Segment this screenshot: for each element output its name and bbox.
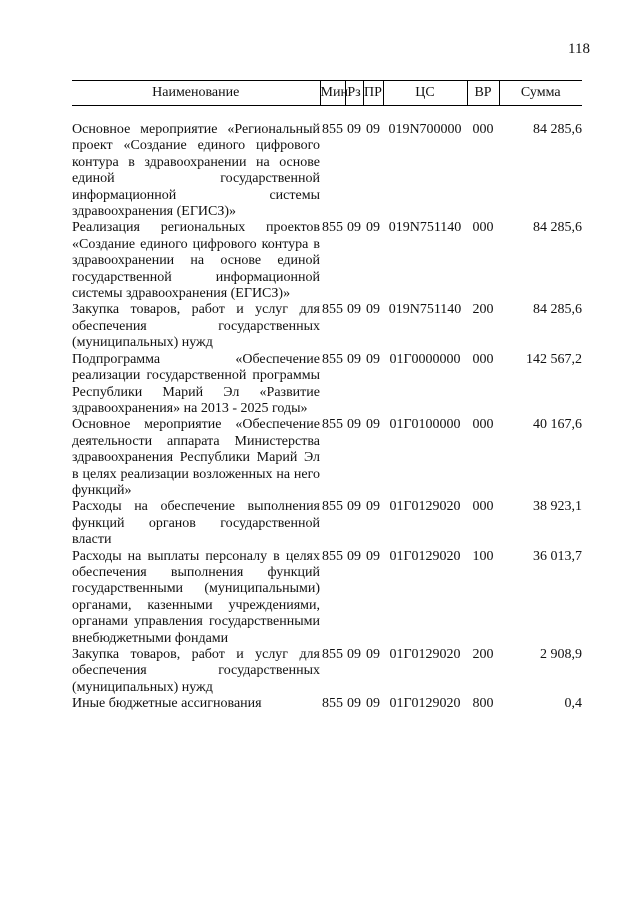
row-min: 855: [322, 647, 343, 662]
row-name: Закупка товаров, работ и услуг для обеспечения государственных (муниципальных) нужд: [72, 647, 320, 695]
page-number: 118: [568, 41, 590, 57]
row-rz: 09: [347, 417, 361, 433]
table-row: [72, 417, 582, 499]
row-cs: 01Г0129020: [389, 647, 461, 662]
row-sum: 0,4: [564, 696, 582, 712]
row-sum: 84 285,6: [533, 220, 582, 236]
row-pr: 09: [366, 122, 380, 137]
row-min: 855: [322, 122, 343, 137]
row-cs: 01Г0129020: [389, 499, 461, 515]
row-vr: 000: [472, 351, 494, 367]
row-vr: 000: [472, 122, 494, 137]
row-min: 855: [322, 548, 343, 564]
row-name: Закупка товаров, работ и услуг для обеспечения государственных (муниципальных) нужд: [72, 302, 320, 351]
row-rz: 09: [347, 548, 361, 564]
row-name: Расходы на обеспечение выполнения функций органов государственной власти: [72, 499, 320, 548]
table-header-row: [72, 81, 582, 106]
row-min: 855: [322, 220, 343, 236]
row-pr: 09: [366, 220, 380, 236]
row-pr: 09: [366, 548, 380, 564]
row-cs: 01Г0100000: [389, 417, 461, 433]
row-pr: 09: [366, 302, 380, 318]
header-name: Наименование: [72, 81, 320, 106]
row-pr: 09: [366, 647, 380, 662]
row-sum: 84 285,6: [533, 302, 582, 318]
row-vr: 000: [472, 417, 494, 433]
row-min: 855: [322, 696, 343, 712]
row-rz: 09: [347, 696, 361, 712]
row-name: Основное мероприятие «Региональный проект «Создание единого цифрового контура в здравоохранении на основе единой государственной информационной системы здравоохранения (ЕГИСЗ)»: [72, 122, 320, 220]
row-pr: 09: [366, 696, 380, 712]
row-rz: 09: [347, 351, 361, 367]
row-vr: 000: [472, 499, 494, 515]
row-sum: 84 285,6: [533, 122, 582, 137]
row-pr: 09: [366, 351, 380, 367]
row-sum: 36 013,7: [533, 548, 582, 564]
header-cs: ЦС: [383, 81, 467, 106]
row-rz: 09: [347, 220, 361, 236]
row-min: 855: [322, 302, 343, 318]
row-vr: 200: [472, 647, 494, 662]
table-row: [72, 696, 582, 712]
row-vr: 800: [472, 696, 494, 712]
row-name: Иные бюджетные ассигнования: [72, 696, 262, 712]
table-row: [72, 549, 582, 647]
row-name: Подпрограмма «Обеспечение реализации государственной программы Республики Марий Эл «Развитие здравоохранения» на 2013 - 2025 годы»: [72, 351, 320, 416]
row-min: 855: [322, 417, 343, 433]
row-sum: 142 567,2: [526, 351, 582, 367]
row-sum: 40 167,6: [533, 417, 582, 433]
row-vr: 000: [472, 220, 494, 236]
row-pr: 09: [366, 499, 380, 515]
row-name: Реализация региональных проектов «Создание единого цифрового контура в здравоохранении на основе единой государственной информационной системы здравоохранения (ЕГИСЗ)»: [72, 220, 320, 302]
row-cs: 019N700000: [388, 122, 462, 137]
row-rz: 09: [347, 647, 361, 662]
budget-table: [72, 80, 582, 713]
row-cs: 01Г0129020: [389, 548, 461, 564]
row-sum: 2 908,9: [540, 647, 582, 662]
header-min: Мин: [320, 81, 345, 106]
row-rz: 09: [347, 499, 361, 515]
header-sum: Сумма: [499, 81, 582, 106]
table-row: [72, 302, 582, 351]
row-min: 855: [322, 499, 343, 515]
row-name: Расходы на выплаты персоналу в целях обеспечения выполнения функций государственными (муниципальными) органами, казенными учреждениями, органами управления государственными внебюджетными фондами: [72, 548, 320, 646]
row-cs: 019N751140: [388, 220, 462, 236]
row-name: Основное мероприятие «Обеспечение деятельности аппарата Министерства здравоохранения Республики Марий Эл в целях реализации возложенных на него функций»: [72, 417, 320, 498]
table-row: [72, 647, 582, 696]
row-rz: 09: [347, 122, 361, 137]
header-pr: ПР: [363, 81, 383, 106]
table-row: [72, 220, 582, 302]
row-rz: 09: [347, 302, 361, 318]
header-rz: Рз: [345, 81, 363, 106]
table-row: [72, 499, 582, 548]
row-vr: 200: [472, 302, 494, 318]
table-row: [72, 352, 582, 418]
row-pr: 09: [366, 417, 380, 433]
row-cs: 019N751140: [388, 302, 462, 318]
header-vr: ВР: [467, 81, 499, 106]
row-cs: 01Г0000000: [389, 351, 461, 367]
table-row: [72, 122, 582, 220]
row-min: 855: [322, 351, 343, 367]
row-cs: 01Г0129020: [389, 696, 461, 712]
row-vr: 100: [472, 548, 494, 564]
row-sum: 38 923,1: [533, 499, 582, 515]
